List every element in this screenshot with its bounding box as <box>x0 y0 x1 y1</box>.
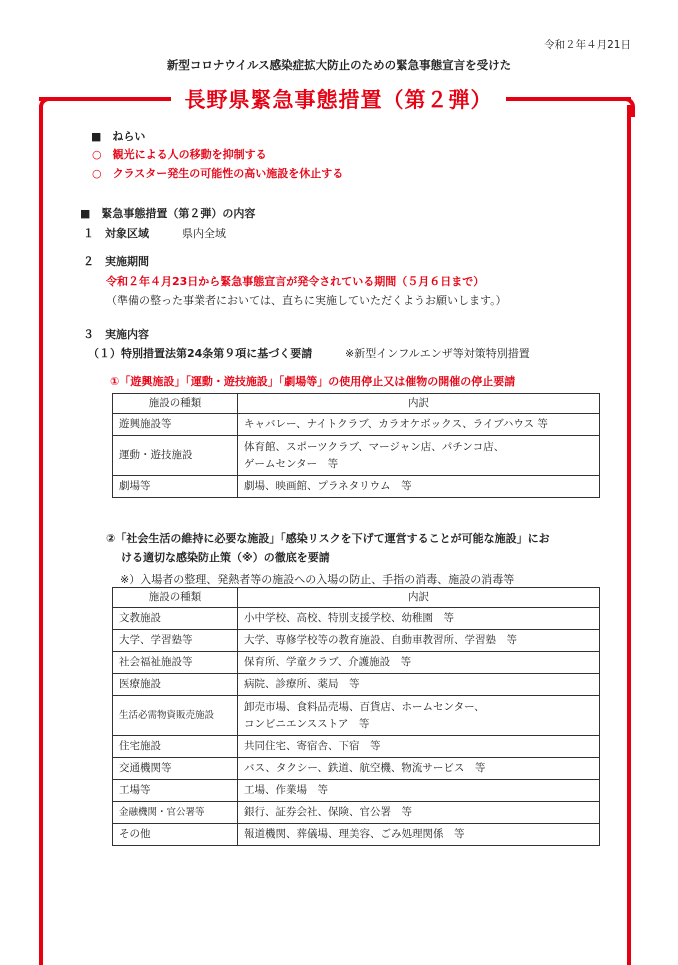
item1-title: ①「遊興施設」「運動・遊技施設」「劇場等」の使用停止又は催物の開催の停止要請 <box>110 375 516 388</box>
table-row <box>113 630 600 652</box>
item2-title-line2: ける適切な感染防止策（※）の徹底を要請 <box>121 551 330 564</box>
facility-type-cell: 交通機関等 <box>113 758 238 780</box>
facility-detail-cell: 大学、専修学校等の教育施設、自動車教習所、学習塾 等 <box>238 630 600 652</box>
section3-sub1: （１）特別措置法第24条第９項に基づく要請 <box>88 347 313 360</box>
table-header-row <box>113 394 600 414</box>
facility-detail-cell: 銀行、証券会社、保険、官公署 等 <box>238 802 600 824</box>
table-header-cell: 内訳 <box>238 588 600 608</box>
section3-label: ３ 実施内容 <box>83 328 149 341</box>
table-row <box>113 674 600 696</box>
facility-detail-cell: 小中学校、高校、特別支援学校、幼稚園 等 <box>238 608 600 630</box>
section1-label: １ 対象区域 <box>83 227 149 240</box>
aim-item: ○ クラスター発生の可能性の高い施設を休止する <box>92 167 344 180</box>
facility-type-cell: 住宅施設 <box>113 736 238 758</box>
facility-table-1 <box>112 393 600 498</box>
table-row <box>113 824 600 846</box>
facility-type-cell: 運動・遊技施設 <box>113 436 238 476</box>
frame-right-border <box>627 105 631 965</box>
table-row <box>113 696 600 736</box>
aim-item: ○ 観光による人の移動を抑制する <box>92 148 267 161</box>
facility-detail-cell: 共同住宅、寄宿舎、下宿 等 <box>238 736 600 758</box>
table-row <box>113 758 600 780</box>
table-header-cell: 施設の種類 <box>113 588 238 608</box>
table-row <box>113 780 600 802</box>
content-heading: ■ 緊急事態措置（第２弾）の内容 <box>80 207 256 220</box>
facility-detail-cell: 工場、作業場 等 <box>238 780 600 802</box>
section1-value: 県内全域 <box>182 227 226 240</box>
detail-line: ゲームセンター 等 <box>244 457 339 470</box>
facility-detail-cell: 報道機関、葬儀場、理美容、ごみ処理関係 等 <box>238 824 600 846</box>
facility-table-2 <box>112 587 600 846</box>
facility-detail-cell: 劇場、映画館、プラネタリウム 等 <box>238 476 600 498</box>
table-row <box>113 608 600 630</box>
main-title: 長野県緊急事態措置（第２弾） <box>184 88 493 112</box>
frame-left-border <box>39 105 43 965</box>
facility-detail-cell: 保育所、学童クラブ、介護施設 等 <box>238 652 600 674</box>
table-row <box>113 736 600 758</box>
facility-detail-cell: バス、タクシー、鉄道、航空機、物流サービス 等 <box>238 758 600 780</box>
table-row <box>113 652 600 674</box>
facility-detail-cell <box>238 696 600 736</box>
facility-type-cell: 大学、学習塾等 <box>113 630 238 652</box>
frame-corner-right <box>615 97 635 117</box>
facility-type-cell: その他 <box>113 824 238 846</box>
facility-type-cell: 生活必需物資販売施設 <box>113 696 238 736</box>
detail-line: 卸売市場、食料品売場、百貨店、ホームセンター、 <box>244 700 485 713</box>
section2-label: ２ 実施期間 <box>83 255 149 268</box>
table-row <box>113 436 600 476</box>
section2-note: （準備の整った事業者においては、直ちに実施していただくようお願いします。） <box>106 294 507 307</box>
table-header-row <box>113 588 600 608</box>
section3-sub1-note: ※新型インフルエンザ等対策特別措置 <box>345 347 530 360</box>
table-header-cell: 内訳 <box>238 394 600 414</box>
section2-period: 令和２年４月23日から緊急事態宣言が発令されている期間（５月６日まで） <box>106 275 485 288</box>
facility-detail-cell: 病院、診療所、薬局 等 <box>238 674 600 696</box>
aims-heading: ■ ねらい <box>91 130 146 143</box>
table-header-cell: 施設の種類 <box>113 394 238 414</box>
item2-title-line1: ②「社会生活の維持に必要な施設」「感染リスクを下げて運営することが可能な施設」にお <box>106 532 550 545</box>
facility-detail-cell: キャバレー、ナイトクラブ、カラオケボックス、ライブハウス 等 <box>238 414 600 436</box>
detail-line: コンビニエンスストア 等 <box>244 717 370 730</box>
document-subtitle: 新型コロナウイルス感染症拡大防止のための緊急事態宣言を受けた <box>166 58 512 72</box>
document-date: 令和２年４月21日 <box>544 39 631 51</box>
facility-type-cell: 遊興施設等 <box>113 414 238 436</box>
facility-type-cell: 劇場等 <box>113 476 238 498</box>
frame-top-right <box>506 97 631 101</box>
facility-type-cell: 医療施設 <box>113 674 238 696</box>
facility-detail-cell <box>238 436 600 476</box>
detail-line: 体育館、スポーツクラブ、マージャン店、パチンコ店、 <box>244 440 505 453</box>
facility-type-cell: 社会福祉施設等 <box>113 652 238 674</box>
table-row <box>113 476 600 498</box>
facility-type-cell: 文教施設 <box>113 608 238 630</box>
item2-note: ※）入場者の整理、発熱者等の施設への入場の防止、手指の消毒、施設の消毒等 <box>120 573 515 586</box>
facility-type-cell: 工場等 <box>113 780 238 802</box>
table-row <box>113 414 600 436</box>
facility-type-cell: 金融機関・官公署等 <box>113 802 238 824</box>
table-row <box>113 802 600 824</box>
